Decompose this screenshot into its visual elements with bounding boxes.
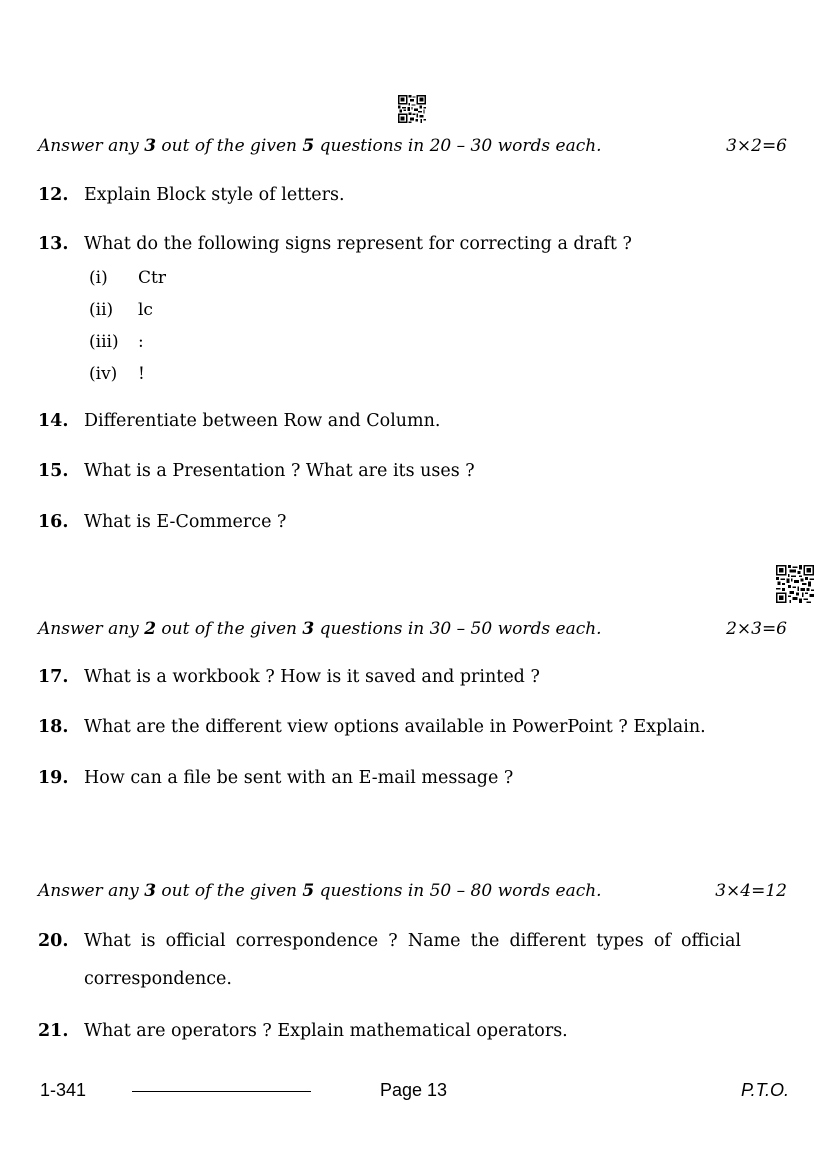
marks-label: 3×2=6 (726, 136, 787, 156)
page-footer (40, 1080, 789, 1104)
sub-item-text: ! (138, 364, 145, 384)
question-text: What is a workbook ? How is it saved and printed ? (84, 667, 540, 687)
question-15 (38, 461, 475, 481)
instruction-text: Answer any 3 out of the given 5 questions in 50 – 80 words each. (38, 881, 602, 901)
question-number: 19. (38, 768, 69, 788)
sub-item-label: (i) (89, 268, 108, 288)
pto-label: P.T.O. (740, 1080, 789, 1100)
sub-item-label: (iv) (89, 364, 118, 384)
question-text: What are operators ? Explain mathematical operators. (84, 1021, 568, 1041)
question-text: What is a Presentation ? What are its uses ? (84, 461, 475, 481)
question-16 (38, 512, 286, 532)
section-instruction (38, 136, 787, 156)
question-text: Explain Block style of letters. (84, 185, 345, 205)
question-21 (38, 1021, 568, 1041)
question-number: 15. (38, 461, 69, 481)
question-number: 14. (38, 411, 69, 431)
question-text: What is official correspondence ? Name the different types of official correspondence. (84, 931, 741, 989)
sub-item (89, 364, 145, 384)
question-14 (38, 411, 441, 431)
instruction-text: Answer any 3 out of the given 5 questions in 20 – 30 words each. (38, 136, 602, 156)
question-number: 12. (38, 185, 69, 205)
section-instruction (38, 619, 787, 639)
question-number: 20. (38, 931, 69, 951)
sub-item-text: : (138, 332, 144, 352)
sub-item-label: (ii) (89, 300, 114, 320)
sub-item (89, 300, 153, 320)
qr-code-icon (776, 565, 814, 603)
page-number: Page 13 (380, 1080, 448, 1100)
sub-item-label: (iii) (89, 332, 119, 352)
sub-item-text: lc (138, 300, 153, 320)
sub-item (89, 332, 144, 352)
question-19 (38, 768, 513, 788)
question-number: 17. (38, 667, 69, 687)
qr-code-icon (398, 95, 426, 123)
footer-divider (132, 1091, 311, 1092)
question-text: What do the following signs represent for correcting a draft ? (84, 234, 632, 254)
section-instruction (38, 881, 787, 901)
marks-label: 3×4=12 (715, 881, 787, 901)
question-text: What are the different view options available in PowerPoint ? Explain. (84, 717, 706, 737)
question-12 (38, 185, 345, 205)
question-text: How can a file be sent with an E-mail message ? (84, 768, 514, 788)
question-number: 21. (38, 1021, 69, 1041)
sub-item-text: Ctr (138, 268, 166, 288)
sub-item (89, 268, 166, 288)
question-text: What is E-Commerce ? (84, 512, 287, 532)
paper-code: 1-341 (40, 1080, 87, 1100)
question-13 (38, 234, 632, 254)
question-number: 13. (38, 234, 69, 254)
question-17 (38, 667, 540, 687)
marks-label: 2×3=6 (726, 619, 787, 639)
question-text: Differentiate between Row and Column. (84, 411, 441, 431)
question-number: 18. (38, 717, 69, 737)
question-20 (38, 922, 741, 998)
question-number: 16. (38, 512, 69, 532)
instruction-text: Answer any 2 out of the given 3 questions in 30 – 50 words each. (38, 619, 602, 639)
question-18 (38, 717, 706, 737)
